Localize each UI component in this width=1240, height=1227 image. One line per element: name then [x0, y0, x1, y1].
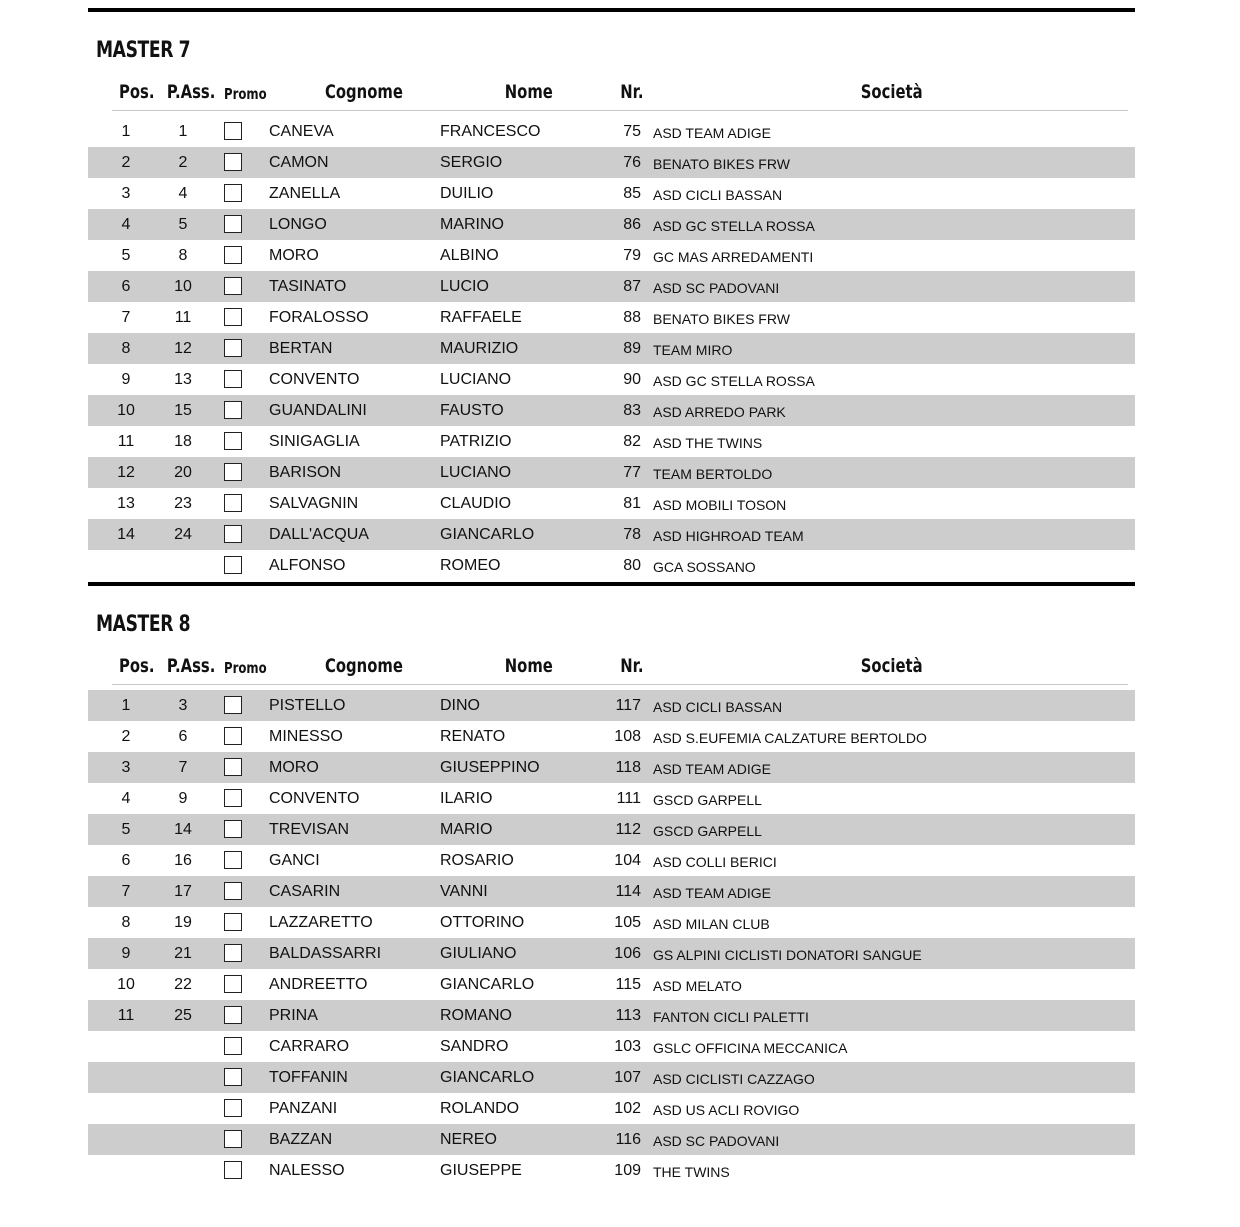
- cell-societa: GS ALPINI CICLISTI DONATORI SANGUE: [653, 947, 922, 963]
- cell-number: 83: [623, 402, 641, 419]
- cell-number: 106: [614, 945, 641, 962]
- cell-number: 107: [614, 1069, 641, 1086]
- cell-cognome: SINIGAGLIA: [269, 433, 360, 450]
- cell-number: 105: [614, 914, 641, 931]
- promo-checkbox[interactable]: [224, 153, 242, 171]
- promo-checkbox[interactable]: [224, 882, 242, 900]
- cell-societa: TEAM BERTOLDO: [653, 466, 773, 482]
- cell-position: 4: [121, 790, 131, 807]
- cell-cognome: MINESSO: [269, 728, 343, 745]
- cell-cognome: PISTELLO: [269, 697, 346, 714]
- promo-checkbox[interactable]: [224, 1037, 242, 1055]
- cell-position: 11: [117, 1007, 135, 1024]
- table-row: [88, 395, 1135, 426]
- cell-cognome: MORO: [269, 759, 319, 776]
- cell-assoluta-position: 25: [174, 1007, 192, 1024]
- cell-societa: ASD SC PADOVANI: [653, 280, 780, 296]
- table-row: [88, 1000, 1135, 1031]
- cell-number: 75: [623, 123, 641, 140]
- cell-assoluta-position: 1: [178, 123, 188, 140]
- cell-number: 114: [615, 883, 641, 900]
- cell-nome: ROSARIO: [440, 852, 514, 869]
- table-row: [88, 721, 1135, 752]
- header-societa: Società: [860, 655, 923, 677]
- cell-nome: PATRIZIO: [440, 433, 512, 450]
- promo-checkbox[interactable]: [224, 401, 242, 419]
- table-row: [88, 550, 1135, 581]
- table-row: [88, 240, 1135, 271]
- cell-assoluta-position: 23: [174, 495, 192, 512]
- cell-assoluta-position: 10: [174, 278, 192, 295]
- cell-position: 13: [117, 495, 135, 512]
- cell-societa: ASD US ACLI ROVIGO: [653, 1102, 800, 1118]
- promo-checkbox[interactable]: [224, 789, 242, 807]
- cell-societa: THE TWINS: [653, 1164, 730, 1180]
- cell-assoluta-position: 16: [174, 852, 192, 869]
- header-underline: [112, 110, 1128, 111]
- cell-nome: ROLANDO: [440, 1100, 520, 1117]
- cell-societa: GSCD GARPELL: [653, 823, 762, 839]
- cell-nome: MARIO: [440, 821, 493, 838]
- header-promo: Promo: [224, 659, 267, 677]
- promo-checkbox[interactable]: [224, 525, 242, 543]
- cell-position: 2: [121, 728, 131, 745]
- cell-position: 9: [121, 371, 131, 388]
- cell-cognome: TOFFANIN: [269, 1069, 348, 1086]
- cell-position: 4: [121, 216, 131, 233]
- cell-nome: MARINO: [440, 216, 504, 233]
- section-title: MASTER 7: [96, 38, 191, 63]
- cell-societa: ASD GC STELLA ROSSA: [653, 218, 815, 234]
- cell-assoluta-position: 14: [174, 821, 192, 838]
- cell-societa: GSLC OFFICINA MECCANICA: [653, 1040, 848, 1056]
- cell-societa: ASD MELATO: [653, 978, 742, 994]
- cell-assoluta-position: 17: [174, 883, 192, 900]
- cell-cognome: GUANDALINI: [269, 402, 367, 419]
- table-row: [88, 907, 1135, 938]
- cell-number: 108: [614, 728, 641, 745]
- cell-societa: GC MAS ARREDAMENTI: [653, 249, 814, 265]
- cell-nome: ROMANO: [440, 1007, 512, 1024]
- cell-number: 89: [623, 340, 641, 357]
- cell-cognome: TASINATO: [269, 278, 347, 295]
- cell-cognome: ANDREETTO: [269, 976, 368, 993]
- promo-checkbox[interactable]: [224, 975, 242, 993]
- table-row: [88, 426, 1135, 457]
- cell-societa: ASD GC STELLA ROSSA: [653, 373, 815, 389]
- results-table: [88, 116, 1135, 581]
- cell-societa: FANTON CICLI PALETTI: [653, 1009, 809, 1025]
- cell-position: 5: [121, 821, 131, 838]
- header-societa: Società: [860, 81, 923, 103]
- cell-number: 103: [614, 1038, 641, 1055]
- header-promo: Promo: [224, 85, 267, 103]
- cell-position: 8: [121, 914, 131, 931]
- cell-number: 109: [614, 1162, 641, 1179]
- cell-number: 77: [623, 464, 641, 481]
- cell-number: 80: [623, 557, 641, 574]
- cell-cognome: CAMON: [269, 154, 329, 171]
- table-row: [88, 1124, 1135, 1155]
- cell-nome: ALBINO: [440, 247, 499, 264]
- cell-position: 2: [121, 154, 131, 171]
- header-nome: Nome: [504, 81, 553, 103]
- table-row: [88, 1093, 1135, 1124]
- promo-checkbox[interactable]: [224, 556, 242, 574]
- cell-societa: ASD MILAN CLUB: [653, 916, 770, 932]
- cell-assoluta-position: 2: [178, 154, 188, 171]
- cell-position: 7: [121, 883, 131, 900]
- promo-checkbox[interactable]: [224, 1068, 242, 1086]
- cell-position: 3: [121, 759, 131, 776]
- cell-nome: FRANCESCO: [440, 123, 541, 140]
- cell-nome: NEREO: [440, 1131, 497, 1148]
- cell-societa: ASD TEAM ADIGE: [653, 125, 771, 141]
- cell-societa: ASD TEAM ADIGE: [653, 761, 771, 777]
- cell-cognome: CASARIN: [269, 883, 341, 900]
- table-row: [88, 116, 1135, 147]
- cell-cognome: NALESSO: [269, 1162, 345, 1179]
- table-row: [88, 147, 1135, 178]
- cell-number: 116: [615, 1131, 641, 1148]
- table-row: [88, 969, 1135, 1000]
- cell-assoluta-position: 11: [174, 309, 192, 326]
- cell-position: 6: [121, 852, 131, 869]
- promo-checkbox[interactable]: [224, 215, 242, 233]
- promo-checkbox[interactable]: [224, 122, 242, 140]
- promo-checkbox[interactable]: [224, 913, 242, 931]
- cell-assoluta-position: 4: [178, 185, 188, 202]
- cell-number: 104: [614, 852, 641, 869]
- cell-cognome: LONGO: [269, 216, 327, 233]
- cell-societa: ASD COLLI BERICI: [653, 854, 777, 870]
- table-row: [88, 178, 1135, 209]
- cell-position: 1: [121, 697, 131, 714]
- cell-societa: ASD CICLI BASSAN: [653, 187, 783, 203]
- cell-assoluta-position: 18: [174, 433, 192, 450]
- cell-position: 9: [121, 945, 131, 962]
- cell-societa: ASD CICLISTI CAZZAGO: [653, 1071, 815, 1087]
- cell-number: 85: [623, 185, 641, 202]
- cell-nome: LUCIANO: [440, 464, 512, 481]
- cell-number: 112: [615, 821, 641, 838]
- cell-nome: OTTORINO: [440, 914, 525, 931]
- cell-nome: GIUSEPPE: [440, 1162, 522, 1179]
- table-row: [88, 783, 1135, 814]
- cell-societa: ASD S.EUFEMIA CALZATURE BERTOLDO: [653, 730, 927, 746]
- cell-cognome: BALDASSARRI: [269, 945, 382, 962]
- table-row: [88, 302, 1135, 333]
- promo-checkbox[interactable]: [224, 184, 242, 202]
- cell-nome: ROMEO: [440, 557, 501, 574]
- cell-position: 11: [117, 433, 135, 450]
- cell-cognome: ZANELLA: [269, 185, 341, 202]
- cell-cognome: CONVENTO: [269, 371, 360, 388]
- cell-position: 14: [117, 526, 135, 543]
- table-row: [88, 690, 1135, 721]
- cell-nome: LUCIANO: [440, 371, 512, 388]
- cell-position: 1: [121, 123, 131, 140]
- table-row: [88, 271, 1135, 302]
- cell-cognome: CARRARO: [269, 1038, 350, 1055]
- promo-checkbox[interactable]: [224, 1006, 242, 1024]
- cell-societa: GSCD GARPELL: [653, 792, 762, 808]
- cell-number: 88: [623, 309, 641, 326]
- cell-societa: ASD MOBILI TOSON: [653, 497, 787, 513]
- header-cognome: Cognome: [324, 655, 403, 677]
- cell-assoluta-position: 9: [178, 790, 188, 807]
- cell-position: 12: [117, 464, 135, 481]
- promo-checkbox[interactable]: [224, 758, 242, 776]
- header-nr: Nr.: [620, 81, 644, 103]
- cell-nome: SANDRO: [440, 1038, 509, 1055]
- cell-societa: BENATO BIKES FRW: [653, 156, 790, 172]
- cell-number: 111: [616, 790, 641, 807]
- cell-nome: GIULIANO: [440, 945, 517, 962]
- cell-number: 117: [615, 697, 641, 714]
- cell-position: 10: [117, 976, 135, 993]
- cell-nome: GIANCARLO: [440, 526, 535, 543]
- cell-nome: VANNI: [440, 883, 488, 900]
- cell-societa: GCA SOSSANO: [653, 559, 756, 575]
- cell-assoluta-position: 24: [174, 526, 192, 543]
- cell-cognome: CANEVA: [269, 123, 334, 140]
- section-master-7: [88, 8, 1135, 575]
- cell-assoluta-position: 15: [174, 402, 192, 419]
- cell-number: 113: [615, 1007, 641, 1024]
- promo-checkbox[interactable]: [224, 1130, 242, 1148]
- cell-position: 3: [121, 185, 131, 202]
- cell-cognome: CONVENTO: [269, 790, 360, 807]
- cell-number: 78: [623, 526, 641, 543]
- cell-position: 7: [121, 309, 131, 326]
- cell-nome: GIUSEPPINO: [440, 759, 540, 776]
- promo-checkbox[interactable]: [224, 1161, 242, 1179]
- header-pos: Pos.: [119, 655, 155, 677]
- cell-cognome: TREVISAN: [269, 821, 350, 838]
- cell-nome: RENATO: [440, 728, 506, 745]
- cell-nome: FAUSTO: [440, 402, 504, 419]
- cell-cognome: ALFONSO: [269, 557, 346, 574]
- cell-societa: ASD TEAM ADIGE: [653, 885, 771, 901]
- promo-checkbox[interactable]: [224, 339, 242, 357]
- promo-checkbox[interactable]: [224, 494, 242, 512]
- cell-number: 87: [623, 278, 641, 295]
- cell-societa: ASD CICLI BASSAN: [653, 699, 783, 715]
- promo-checkbox[interactable]: [224, 463, 242, 481]
- promo-checkbox[interactable]: [224, 1099, 242, 1117]
- cell-number: 81: [623, 495, 641, 512]
- table-row: [88, 1062, 1135, 1093]
- cell-nome: SERGIO: [440, 154, 503, 171]
- cell-assoluta-position: 12: [174, 340, 192, 357]
- cell-nome: CLAUDIO: [440, 495, 512, 512]
- table-row: [88, 519, 1135, 550]
- table-row: [88, 488, 1135, 519]
- table-row: [88, 876, 1135, 907]
- section-divider: [88, 8, 1135, 12]
- cell-cognome: DALL'ACQUA: [269, 526, 369, 543]
- cell-cognome: BAZZAN: [269, 1131, 333, 1148]
- promo-checkbox[interactable]: [224, 944, 242, 962]
- promo-checkbox[interactable]: [224, 696, 242, 714]
- cell-cognome: BERTAN: [269, 340, 333, 357]
- cell-position: 6: [121, 278, 131, 295]
- cell-societa: TEAM MIRO: [653, 342, 733, 358]
- table-row: [88, 752, 1135, 783]
- cell-number: 115: [615, 976, 641, 993]
- header-nome: Nome: [504, 655, 553, 677]
- header-pos: Pos.: [119, 81, 155, 103]
- table-row: [88, 457, 1135, 488]
- cell-nome: DUILIO: [440, 185, 494, 202]
- cell-number: 86: [623, 216, 641, 233]
- cell-number: 76: [623, 154, 641, 171]
- cell-assoluta-position: 20: [174, 464, 192, 481]
- cell-societa: ASD SC PADOVANI: [653, 1133, 780, 1149]
- table-row: [88, 364, 1135, 395]
- header-underline: [112, 684, 1128, 685]
- cell-number: 79: [623, 247, 641, 264]
- header-cognome: Cognome: [324, 81, 403, 103]
- cell-assoluta-position: 13: [174, 371, 192, 388]
- table-row: [88, 1155, 1135, 1186]
- cell-nome: GIANCARLO: [440, 976, 535, 993]
- cell-cognome: PANZANI: [269, 1100, 338, 1117]
- table-row: [88, 1031, 1135, 1062]
- cell-nome: DINO: [440, 697, 480, 714]
- table-header: [88, 77, 1135, 107]
- section-divider: [88, 582, 1135, 586]
- cell-nome: GIANCARLO: [440, 1069, 535, 1086]
- cell-societa: ASD THE TWINS: [653, 435, 763, 451]
- cell-nome: ILARIO: [440, 790, 493, 807]
- table-row: [88, 209, 1135, 240]
- cell-cognome: FORALOSSO: [269, 309, 369, 326]
- cell-societa: ASD HIGHROAD TEAM: [653, 528, 804, 544]
- table-row: [88, 814, 1135, 845]
- cell-position: 10: [117, 402, 135, 419]
- promo-checkbox[interactable]: [224, 727, 242, 745]
- cell-position: 8: [121, 340, 131, 357]
- cell-societa: ASD ARREDO PARK: [653, 404, 786, 420]
- cell-cognome: BARISON: [269, 464, 342, 481]
- cell-cognome: PRINA: [269, 1007, 318, 1024]
- promo-checkbox[interactable]: [224, 246, 242, 264]
- table-row: [88, 333, 1135, 364]
- header-nr: Nr.: [620, 655, 644, 677]
- cell-assoluta-position: 8: [178, 247, 188, 264]
- cell-assoluta-position: 5: [178, 216, 188, 233]
- cell-assoluta-position: 7: [178, 759, 188, 776]
- cell-number: 82: [623, 433, 641, 450]
- results-table: [88, 690, 1135, 1186]
- table-row: [88, 845, 1135, 876]
- cell-societa: BENATO BIKES FRW: [653, 311, 790, 327]
- header-pass: P.Ass.: [166, 655, 216, 677]
- cell-number: 90: [623, 371, 641, 388]
- promo-checkbox[interactable]: [224, 820, 242, 838]
- cell-nome: RAFFAELE: [440, 309, 522, 326]
- cell-assoluta-position: 6: [178, 728, 188, 745]
- promo-checkbox[interactable]: [224, 851, 242, 869]
- cell-assoluta-position: 3: [178, 697, 188, 714]
- cell-cognome: MORO: [269, 247, 319, 264]
- section-title: MASTER 8: [96, 612, 191, 637]
- promo-checkbox[interactable]: [224, 308, 242, 326]
- promo-checkbox[interactable]: [224, 370, 242, 388]
- cell-cognome: LAZZARETTO: [269, 914, 373, 931]
- cell-nome: LUCIO: [440, 278, 489, 295]
- cell-position: 5: [121, 247, 131, 264]
- cell-cognome: SALVAGNIN: [269, 495, 359, 512]
- cell-number: 118: [615, 759, 641, 776]
- cell-nome: MAURIZIO: [440, 340, 519, 357]
- promo-checkbox[interactable]: [224, 277, 242, 295]
- table-row: [88, 938, 1135, 969]
- cell-assoluta-position: 19: [174, 914, 192, 931]
- header-pass: P.Ass.: [166, 81, 216, 103]
- cell-assoluta-position: 21: [174, 945, 192, 962]
- cell-cognome: GANCI: [269, 852, 320, 869]
- promo-checkbox[interactable]: [224, 432, 242, 450]
- cell-number: 102: [614, 1100, 641, 1117]
- table-header: [88, 651, 1135, 681]
- cell-assoluta-position: 22: [174, 976, 192, 993]
